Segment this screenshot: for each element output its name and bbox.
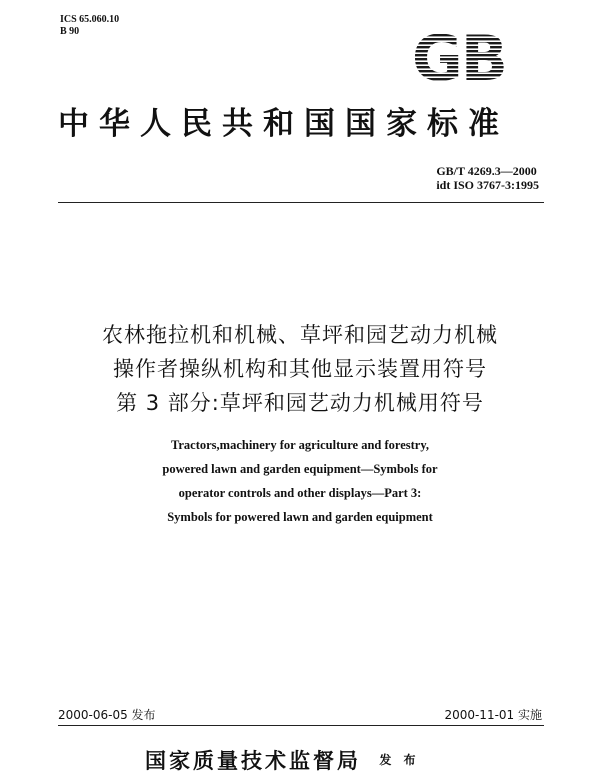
issuer-name: 国家质量技术监督局 [145,748,361,773]
english-title-line-2: powered lawn and garden equipment—Symbols for [162,462,438,476]
issue-date: 2000-06-05 发布 [58,708,156,722]
gb-logo [404,30,514,84]
ics-code: ICS 65.060.10 [60,14,120,25]
iso-equivalence: idt ISO 3767-3:1995 [436,178,539,192]
chinese-title-line-3: 第 3 部分:草坪和园艺动力机械用符号 [116,391,484,415]
top-divider [58,202,544,203]
standard-number [436,164,539,192]
english-title-line-3: operator controls and other displays—Part 3: [178,486,422,500]
implementation-date: 2000-11-01 实施 [444,708,542,722]
ccs-code: B 90 [60,26,80,37]
english-title [0,433,600,529]
issuing-authority [145,745,420,775]
issuer-suffix: 发 布 [379,753,420,767]
chinese-title-line-1: 农林拖拉机和机械、草坪和园艺动力机械 [102,323,498,347]
english-title-line-1: Tractors,machinery for agriculture and forestry, [170,438,430,452]
gb-logo-text: GB [411,30,507,84]
standard-title: 中华人民共和国国家标准 [58,106,509,142]
classification-codes [60,14,119,38]
gb-number: GB/T 4269.3—2000 [436,164,537,178]
chinese-title [0,318,600,420]
english-title-line-4: Symbols for powered lawn and garden equipment [167,510,433,524]
bottom-divider [58,725,544,726]
chinese-title-line-2: 操作者操纵机构和其他显示装置用符号 [113,357,487,381]
